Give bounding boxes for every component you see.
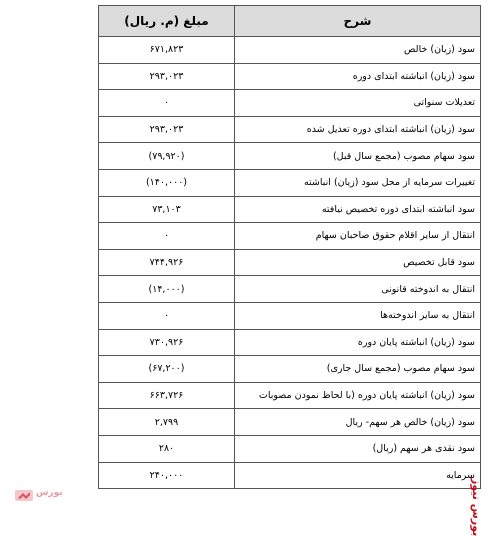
row-amount: ۷۴۴,۹۲۶ <box>99 249 235 276</box>
table-row <box>99 90 481 117</box>
table-row <box>99 196 481 223</box>
row-description: سود نقدی هر سهم (ریال) <box>235 435 481 462</box>
table-row <box>99 276 481 303</box>
row-description: سود (زیان) انباشته پایان دوره (با لحاظ نمودن مصوبات <box>235 382 481 409</box>
profit-distribution-table <box>98 5 481 489</box>
row-description: تعدیلات سنواتی <box>235 90 481 117</box>
row-amount: ۲۸۰ <box>99 435 235 462</box>
row-description: سود (زیان) انباشته ابتدای دوره تعدیل شده <box>235 116 481 143</box>
report-sheet <box>98 5 480 489</box>
row-amount: ۲۴۰,۰۰۰ <box>99 462 235 489</box>
row-description: سرمایه <box>235 462 481 489</box>
watermark-text: بورس نیوز <box>470 478 483 536</box>
table-row <box>99 462 481 489</box>
row-description: سود سهام مصوب (مجمع سال جاری) <box>235 356 481 383</box>
row-amount: (۶۷,۲۰۰) <box>99 356 235 383</box>
row-amount: ۰ <box>99 302 235 329</box>
table-row <box>99 116 481 143</box>
row-amount: (۱۴,۰۰۰) <box>99 276 235 303</box>
row-description: سود قابل تخصیص <box>235 249 481 276</box>
watermark <box>470 478 484 536</box>
table-row <box>99 409 481 436</box>
row-description: تغییرات سرمایه از محل سود (زیان) انباشته <box>235 169 481 196</box>
row-amount: ۲۹۳,۰۲۳ <box>99 116 235 143</box>
row-description: انتقال از سایر اقلام حقوق صاحبان سهام <box>235 223 481 250</box>
row-description: سود انباشته ابتدای دوره تخصیص نیافته <box>235 196 481 223</box>
row-amount: ۲۹۳,۰۲۳ <box>99 63 235 90</box>
row-amount: ۲,۷۹۹ <box>99 409 235 436</box>
row-description: سود سهام مصوب (مجمع سال قبل) <box>235 143 481 170</box>
row-description: انتقال به سایر اندوخته‌ها <box>235 302 481 329</box>
table-row <box>99 435 481 462</box>
description-column-header: شرح <box>235 6 481 37</box>
table-header-row <box>99 6 481 37</box>
row-amount: ۷۳۰,۹۲۶ <box>99 329 235 356</box>
row-description: سود (زیان) انباشته پایان دوره <box>235 329 481 356</box>
table-row <box>99 382 481 409</box>
table-row <box>99 302 481 329</box>
row-description: سود (زیان) خالص <box>235 37 481 64</box>
row-amount: ۶۶۳,۷۲۶ <box>99 382 235 409</box>
table-body <box>99 37 481 489</box>
table-row <box>99 63 481 90</box>
row-amount: (۷۹,۹۲۰) <box>99 143 235 170</box>
logo-text: بورس‌ <box>36 488 63 498</box>
table-row <box>99 356 481 383</box>
row-amount: ۷۳,۱۰۳ <box>99 196 235 223</box>
table-row <box>99 249 481 276</box>
table-row <box>99 37 481 64</box>
table-row <box>99 143 481 170</box>
row-amount: ۰ <box>99 90 235 117</box>
row-amount: ۶۷۱,۸۲۳ <box>99 37 235 64</box>
row-amount: ۰ <box>99 223 235 250</box>
row-description: سود (زیان) خالص هر سهم- ریال <box>235 409 481 436</box>
row-amount: (۱۴۰,۰۰۰) <box>99 169 235 196</box>
news-agency-logo <box>14 486 64 504</box>
amount-column-header: مبلغ (م. ریال) <box>99 6 235 37</box>
table-row <box>99 169 481 196</box>
table-row <box>99 223 481 250</box>
row-description: انتقال به اندوخته قانونی <box>235 276 481 303</box>
table-row <box>99 329 481 356</box>
row-description: سود (زیان) انباشته ابتدای دوره <box>235 63 481 90</box>
logo-mark-icon <box>14 486 34 504</box>
